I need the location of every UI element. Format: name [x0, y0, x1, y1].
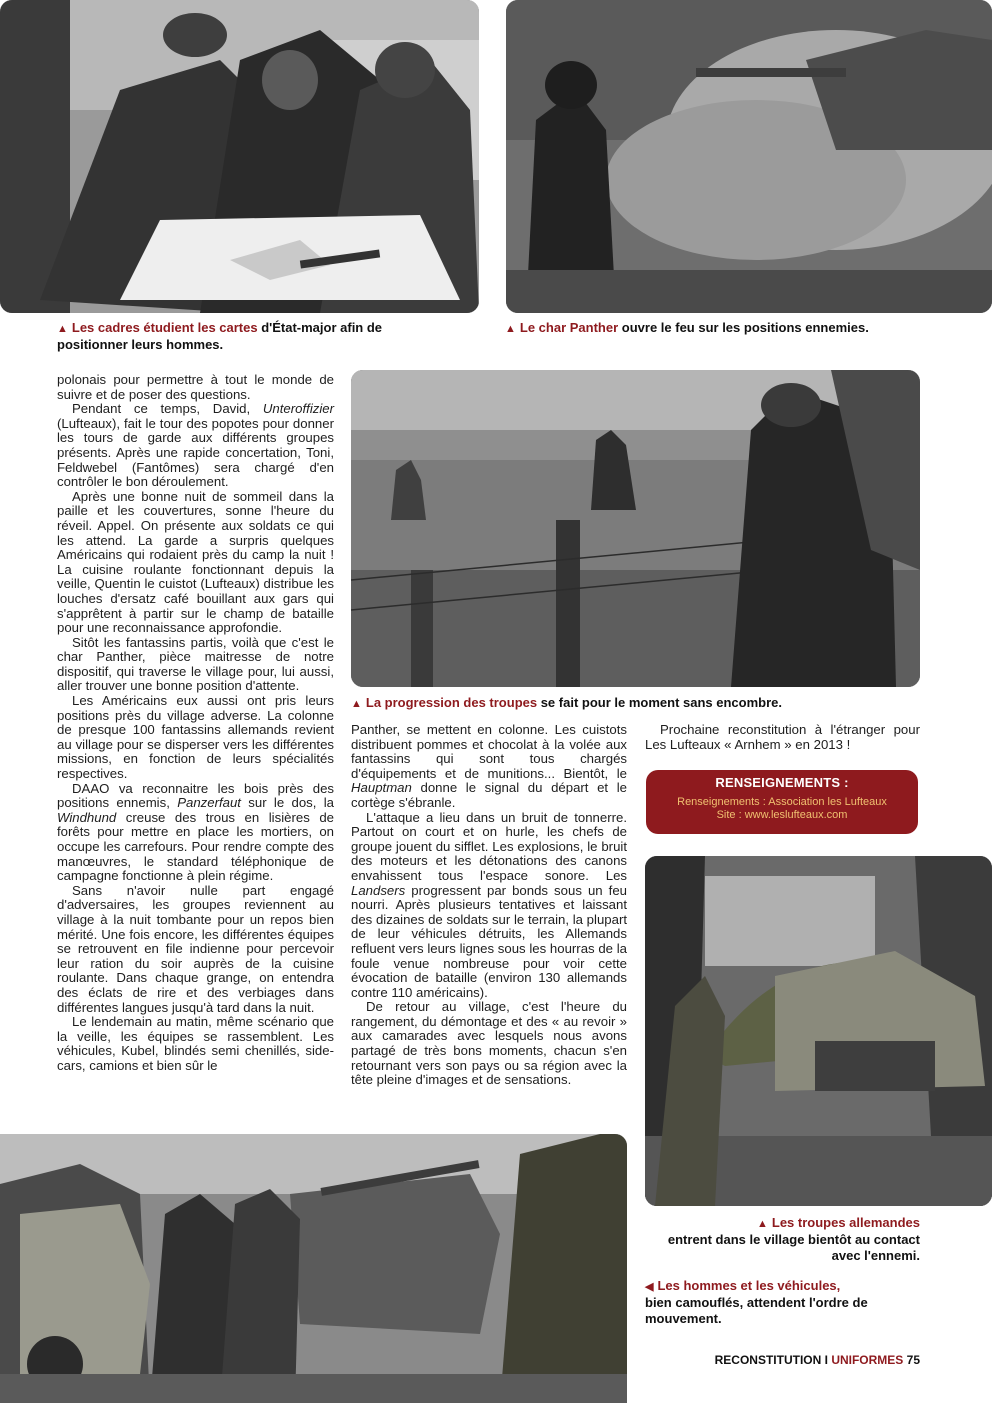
caption-progression: ▲ La progression des troupes se fait pour le moment sans encombre. [351, 695, 782, 710]
paragraph: Les Américains eux aussi ont pris leurs positions près du village adverse. La colonne de presque 100 fantassins allemands revient au village pour se disperser vers les différentes missions, en fonction de leurs spécialités respectives. [57, 693, 334, 782]
paragraph: polonais pour permettre à tout le monde de suivre et de poser des questions. [57, 372, 334, 402]
info-title: RENSEIGNEMENTS : [715, 775, 849, 790]
caption-troupes: ▲ Les troupes allemandes entrent dans le village bientôt au contact avec l'ennemi. [667, 1215, 920, 1263]
paragraph: Après une bonne nuit de sommeil dans la paille et les couvertures, sonne l'heure du réveil. Appel. On présente aux soldats ce qui les attend. La garde a surpris quelques Américains qui rodaient près du camp la nuit ! La cuisine roulante fonctionnant depuis la veille, Quentin le cuistot (Lufteaux) distribue les louches d'ersatz café bouillant aux gars qui s'apprêtent à partir sur le champ de bataille pour une reconnaissance approfondie. [57, 488, 334, 636]
paragraph: L'attaque a lieu dans un bruit de tonnerre. Partout on court et on hurle, les chefs de groupe jouent du sifflet. Les explosions, le bruit des moteurs et les détonations des canons envahissent tous l'espace sonore. Les Landsers progressent par bonds sous un feu nourri. Après plusieurs tentatives et laissant des dizaines de soldats sur le terrain, la plupart de leur véhicules détruits, les Allemands refluent vers leurs lignes sous les hourras de la foule venue nombreuse pour voir cette évocation de bataille (environ 130 allemands contre 110 américains). [351, 809, 627, 1000]
caption-triangle-icon: ▲ [57, 323, 68, 335]
field-progression-photo [351, 370, 920, 687]
paragraph: Sans n'avoir nulle part engagé d'adversaires, les groupes reviennent au village à la nuit tombante pour un repos bien mérité. Une fois encore, les différentes équipes se retrouvent en file indienne pour percevoir leur ration du soir auprès de la cuisine roulante. Dans chaque grange, on entendra des éclats de rire et des verbiages dans différentes langues jusqu'à tard dans la nuit. [57, 882, 334, 1015]
article-column-3 [645, 723, 920, 752]
paragraph: Pendant ce temps, David, Unteroffizier (Lufteaux), fait le tour des popotes pour donner les tours de garde aux différents groupes présents. Après une rapide concertation, Toni, Feldwebel (Fantômes) sera chargé d'en contrôler le bon déroulement. [57, 401, 334, 490]
article-column-2 [351, 723, 627, 1088]
caption-hommes: ◀ Les hommes et les véhicules, bien camouflés, attendent l'ordre de mouvement. [645, 1278, 868, 1326]
caption-triangle-left-icon: ◀ [645, 1281, 654, 1293]
info-website[interactable]: Site : www.leslufteaux.com [716, 809, 848, 821]
officers-photo [0, 0, 479, 313]
paragraph: Prochaine reconstitution à l'étranger pour Les Lufteaux « Arnhem » en 2013 ! [645, 722, 920, 752]
camouflaged-column-photo [0, 1134, 627, 1403]
paragraph: Panther, se mettent en colonne. Les cuistots distribuent pommes et chocolat à la volée aux fantassins qui sont tous chargés d'équipements et de munitions... Bientôt, le Hauptman donne le signal du départ et le cortège s'ébranle. [351, 722, 627, 810]
paragraph: Le lendemain au matin, même scénario que la veille, les équipes se rassemblent. Les véhicules, Kubel, blindés semi chenillés, side-cars, camions et bien sûr le [57, 1014, 334, 1073]
paragraph: De retour au village, c'est l'heure du rangement, du démontage et des « au revoir » aux camarades avec lesquels nous avons partagé de très bons moments, chacun s'en retournant vers son pays ou sa région avec la tête pleine d'images et de sensations. [351, 999, 627, 1088]
article-column-1 [57, 373, 334, 1074]
caption-triangle-icon: ▲ [505, 323, 516, 335]
caption-triangle-icon: ▲ [351, 698, 362, 710]
caption-triangle-icon: ▲ [756, 1218, 768, 1230]
magazine-brand: UNIFORMES [831, 1353, 904, 1367]
page-number: 75 [903, 1353, 920, 1367]
caption-cadres: ▲ Les cadres étudient les cartes d'État-major afin de positionner leurs hommes. [57, 320, 383, 352]
halftrack-village-photo [645, 856, 992, 1206]
panther-firing-photo [506, 0, 992, 313]
page-footer: RECONSTITUTION I UNIFORMES 75 [714, 1353, 920, 1367]
info-association: Renseignements : Association les Lufteaux [677, 796, 887, 808]
paragraph: Sitôt les fantassins partis, voilà que c'est le char Panther, pièce maitresse de notre dispositif, qui traverse le village pour, lui aussi, aller trouver une bonne position d'attente. [57, 634, 334, 694]
paragraph: DAAO va reconnaitre les bois près des positions ennemis, Panzerfaut sur le dos, la Windhund creuse des trous en lisières de forêts pour mettre en place les mortiers, on occupe les carrefours. Pour rendre compte des manœuvres, le standard téléphonique de campagne fonctionne à plein régime. [57, 780, 334, 884]
caption-panther: ▲ Le char Panther ouvre le feu sur les positions ennemies. [505, 320, 869, 335]
info-box [646, 770, 918, 834]
